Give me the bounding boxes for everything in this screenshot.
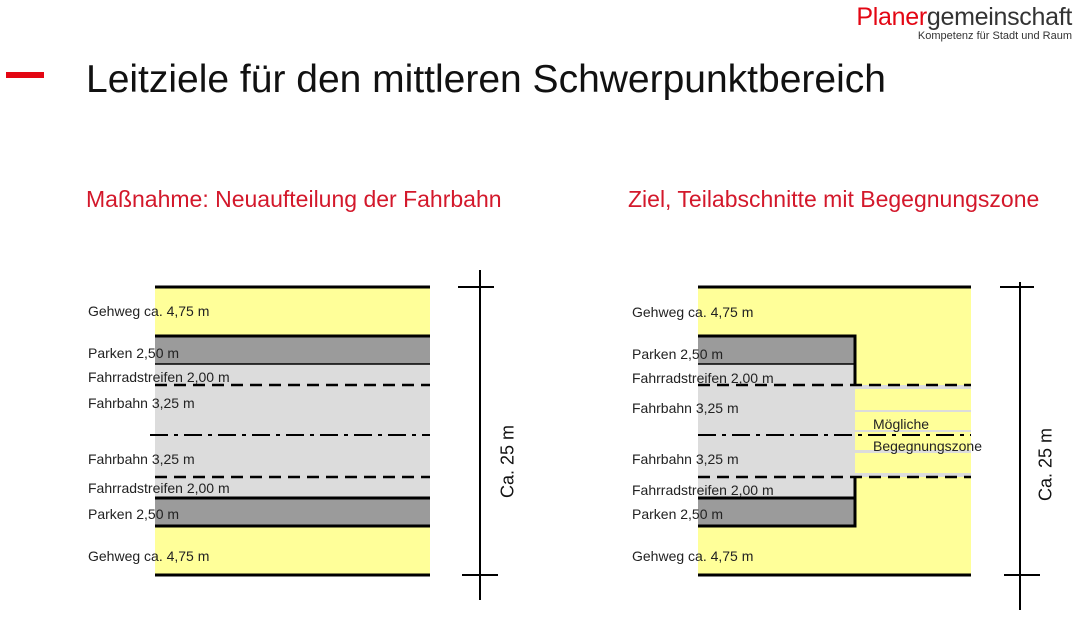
right-label-fahrbahn-bottom: Fahrbahn 3,25 m <box>632 451 739 467</box>
zone-band-1 <box>855 389 971 410</box>
right-label-rad-top: Fahrradstreifen 2,00 m <box>632 370 774 386</box>
right-label-gehweg-top: Gehweg ca. 4,75 m <box>632 304 754 320</box>
left-label-gehweg-bottom: Gehweg ca. 4,75 m <box>88 548 210 564</box>
zone-band-4 <box>855 453 971 473</box>
right-label-rad-bottom: Fahrradstreifen 2,00 m <box>632 482 774 498</box>
left-parken-bottom-area <box>155 498 430 525</box>
logo-part-dark: gemeinschaft <box>926 3 1072 31</box>
right-dimension-label: Ca. 25 m <box>1035 427 1056 502</box>
right-label-parken-top: Parken 2,50 m <box>632 346 724 362</box>
left-label-gehweg-top: Gehweg ca. 4,75 m <box>88 303 210 319</box>
logo-tagline: Kompetenz für Stadt und Raum <box>917 30 1072 42</box>
left-subtitle: Maßnahme: Neuaufteilung der Fahrbahn <box>86 186 502 212</box>
left-label-parken-top: Parken 2,50 m <box>88 345 180 361</box>
right-label-parken-bottom: Parken 2,50 m <box>632 506 724 522</box>
left-label-fahrbahn-bottom: Fahrbahn 3,25 m <box>88 451 195 467</box>
zone-label-line2: Begegnungszone <box>873 438 982 454</box>
left-label-rad-bottom: Fahrradstreifen 2,00 m <box>88 480 230 496</box>
right-subtitle: Ziel, Teilabschnitte mit Begegnungszone <box>628 186 1040 212</box>
left-dimension-label: Ca. 25 m <box>497 424 518 499</box>
left-label-rad-top: Fahrradstreifen 2,00 m <box>88 369 230 385</box>
left-label-parken-bottom: Parken 2,50 m <box>88 506 180 522</box>
left-fahrbahn-area <box>155 385 430 477</box>
zone-label-line1: Mögliche <box>873 416 930 432</box>
left-parken-top-area <box>155 337 430 364</box>
left-label-fahrbahn-top: Fahrbahn 3,25 m <box>88 395 195 411</box>
logo-part-red: Planer <box>856 3 927 31</box>
right-label-gehweg-bottom: Gehweg ca. 4,75 m <box>632 548 754 564</box>
page-title: Leitziele für den mittleren Schwerpunktbereich <box>86 58 886 101</box>
right-label-fahrbahn-top: Fahrbahn 3,25 m <box>632 400 739 416</box>
